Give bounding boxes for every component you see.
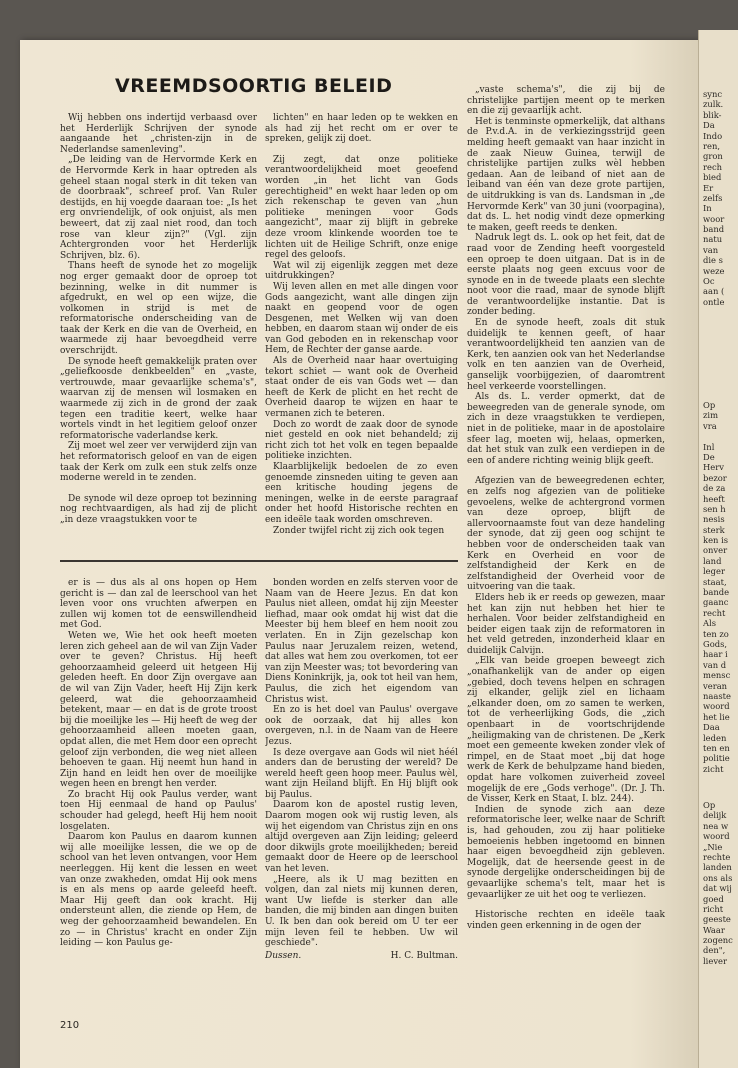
fragment-line: van d (703, 659, 727, 670)
fragment-line: leger (703, 566, 725, 577)
fragment-line: Da (703, 120, 715, 131)
fragment-line: bied (703, 172, 722, 183)
fragment-line: veran (703, 680, 728, 691)
fragment-line: „Nie (703, 841, 723, 852)
fragment-line: leden (703, 732, 727, 743)
fragment-line: geeste (703, 914, 731, 925)
column-right (467, 85, 665, 1001)
fragment-line: sterk (703, 524, 725, 535)
paragraph: „Elk van beide groepen beweegt zich „onafhankelijk van de ander op eigen „gebied, doch tevens helpen en schragen zij elkander, gelijk ziel en lichaam „elkander doen, om zo samen te werken, tot de verheerlijking Gods, die „zich openbaart in de voortschrijdende „heiligmaking van de christenen. De „Kerk moet een gemeente kweken zonder vlek of rimpel, en de Staat moet „bij dat hoge werk de Kerk de behulpzame hand bieden, opdat hare volkomen zuiverheid zoveel mogelijk de ere „Gods verhoge". (Dr. J. Th. de Visser, Kerk en Staat, I. blz. 244). (467, 656, 665, 805)
fragment-line: naaste (703, 690, 731, 701)
fragment-line: land (703, 555, 722, 566)
fragment-line: bezor (703, 472, 727, 483)
paragraph: „vaste schema's", die zij bij de christelijke partijen meent op te merken en die zij gevaarlijk acht. (467, 85, 665, 117)
fragment-line: zim (703, 410, 719, 421)
fragment-line: Oc (703, 276, 715, 287)
fragment-line: staat, (703, 576, 727, 587)
fragment-line: blik- (703, 109, 722, 120)
column-top-middle (265, 113, 458, 553)
fragment-line: woord (703, 701, 730, 712)
paragraph: Zo bracht Hij ook Paulus verder, want toen Hij eenmaal de hand op Paulus' schouder had gelegd, heeft Hij hem nooit losgelaten. (60, 789, 257, 832)
fragment-line: natu (703, 234, 723, 245)
fragment-line: aan ( (703, 286, 725, 297)
paragraph: bonden worden en zelfs sterven voor de Naam van de Heere Jezus. En dat kon Paulus niet alleen, omdat hij zijn Meester liefhad, maar ook omdat hij wist dat die Meester bij hem bleef en hem nooit zou verlaten. En in Zijn gezelschap kon Paulus naar Jeruzalem reizen, wetend, dat alles wat hem zou overkomen, tot eer van zijn Meester was; tot bevordering van Diens Koninkrijk, ja, ook tot heil van hem, Paulus, die zich het eigendom van Christus wist. (265, 578, 458, 705)
fragment-line: ten zo (703, 628, 729, 639)
fragment-line: onver (703, 545, 728, 556)
fragment-line: die s (703, 255, 723, 266)
signature-place: Dussen. (265, 950, 302, 961)
fragment-line: goed (703, 893, 724, 904)
fragment-line: delijk (703, 810, 727, 821)
paragraph: Elders heb ik er reeds op gewezen, maar het kan zijn nut hebben het hier te herhalen. Voor beider zelfstandigheid en beider eigen taak zijn de reformatoren in het veld getreden, inzonderheid klaar en duidelijk Calvijn. (467, 592, 665, 656)
fragment-line: bande (703, 587, 730, 598)
fragment-line: gron (703, 151, 723, 162)
fragment-line: woor (703, 213, 725, 224)
fragment-line: In (703, 203, 712, 214)
signature-name: H. C. Bultman. (390, 950, 458, 961)
fragment-line: weze (703, 265, 725, 276)
fragment-line: zelfs (703, 192, 723, 203)
fragment-line: ken is (703, 535, 729, 546)
fragment-line: politie (703, 753, 730, 764)
fragment-line: ontle (703, 296, 725, 307)
paragraph: „De leiding van de Hervormde Kerk en de Hervormde Kerk in haar optreden als geheel staan nogal sterk in dit teken van de doorbraak", schreef prof. Van Ruler destijds, en hij voegde daaraan toe: „Is het erg onvriendelijk, of ook onjuist, als men beweert, dat zij zaal niet rood, dan toch rose van kleur zijn?" (Vgl. zijn Achtergronden voor het Herderlijk Schrijven, blz. 6). (60, 155, 257, 261)
fragment-line: dat wij (703, 883, 732, 894)
fragment-line: heeft (703, 493, 725, 504)
fragment-line: liever (703, 955, 728, 966)
fragment-line: band (703, 224, 725, 235)
fragment-line: Als (703, 618, 717, 629)
paragraph: Klaarblijkelijk bedoelen de zo even genoemde zinsneden uiting te geven aan een kritische houding jegens de meningen, welke in de eerste paragraaf onder het hoofd Historische rechten en een ideële taak worden omschreven. (265, 462, 458, 525)
paragraph: Wij leven allen en met alle dingen voor Gods aangezicht, want alle dingen zijn naakt en geopend voor de ogen Desgenen, met Welken wij van doen hebben, en daarom staan wij onder de eis van God geboden en in rekenschap voor Hem, de Rechter der ganse aarde. (265, 281, 458, 356)
paragraph: Historische rechten en ideële taak vinden geen erkenning in de ogen der (467, 910, 665, 931)
fragment-line: mensc (703, 670, 731, 681)
section-divider-line (60, 560, 458, 562)
column-top-left (60, 113, 257, 553)
fragment-line: richt (703, 903, 724, 914)
fragment-line: sync (703, 89, 723, 99)
next-page-fragment-top (703, 89, 737, 307)
paragraph: er is — dus als al ons hopen op Hem gericht is — dan zal de leerschool van het leven voor ons vruchten afwerpen en zullen wij komen tot de eenswillendheid met God. (60, 578, 257, 631)
paragraph: Weten we, Wie het ook heeft moeten leren zich geheel aan de wil van Zijn Vader over te geven? Christus. Hij heeft gehoorzaamheid geleerd uit hetgeen Hij geleden heeft. En door Zijn overgave aan de wil van Zijn Vader, heeft Hij Zijn kerk geleerd, wat die gehoorzaamheid betekent, maar — en dat is de grote troost bij die moeilijke les — Hij heeft de weg der gehoorzaamheid alleen moeten gaan, opdat allen, die met Hem door een oprecht geloof zijn verbonden, die weg niet alleen behoeven te gaan. Hij neemt hun hand in Zijn hand en leidt hen over de moeilijke wegen heen en brengt hen verder. (60, 630, 257, 790)
fragment-line: Indo (703, 130, 723, 141)
paragraph: Thans heeft de synode het zo mogelijk nog erger gemaakt door de oproep tot bezinning, welke in dit nummer is afgedrukt, en wel op een wijze, die volkomen in strijd is met de reformatorische onderscheiding van de taak der Kerk en die van de Overheid, en waarmede zij haar bevoegdheid verre overschrijdt. (60, 261, 257, 357)
fragment-line: Herv (703, 462, 724, 473)
paragraph: Daarom kon Paulus en daarom kunnen wij alle moeilijke lessen, die we op de school van het leven ontvangen, voor Hem neerleggen. Hij kent die lessen en weet van onze zwakheden, omdat Hij ook mens is en als mens op aarde geleefd heeft. Maar Hij geeft dan ook kracht. Hij ondersteunt allen, die ziende op Hem, de weg der gehoorzaamheid bewandelen. En zo — in Christus' kracht en onder Zijn leiding — kon Paulus ge- (60, 832, 257, 949)
fragment-line: haar i (703, 649, 728, 660)
paragraph: Zij zegt, dat onze politieke verantwoordelijkheid moet geoefend worden „in het licht van Gods gerechtigheid" en wekt haar leden op om zich rekenschap te geven van „hun politieke meningen voor Gods aangezicht", maar zij blijft in gebreke deze vroom klinkende woorden toe te lichten uit de Heilige Schrift, onze enige regel des geloofs. (265, 154, 458, 261)
fragment-line: Er (703, 182, 714, 193)
fragment-line: De (703, 451, 715, 462)
paragraph: Zonder twijfel richt zij zich ook tegen (273, 525, 445, 536)
fragment-line: rech (703, 161, 723, 172)
author-signature (265, 951, 458, 962)
paragraph: Wij hebben ons indertijd verbaasd over het Herderlijk Schrijven der synode aangaande het „christen-zijn in de Nederlandse samenleving". (60, 113, 257, 155)
paragraph: De synode wil deze oproep tot bezinning nog rechtvaardigen, als had zij de plicht „in deze vraagstukken voor te (60, 493, 257, 525)
fragment-line: rechte (703, 851, 731, 862)
fragment-line: zogenc (703, 935, 733, 946)
paragraph: Als ds. L. verder opmerkt, dat de beweegreden van de generale synode, om zich in deze vraagstukken te verdiepen, niet in de politieke, maar in de apostolaire sfeer lag, moeten wij, helaas, opmerken, dat het stuk van zulk een verdiepen in de een of andere richting weinig blijk geeft. (467, 392, 665, 466)
column-bottom-left (60, 578, 257, 993)
fragment-line: vra (703, 420, 717, 431)
paragraph: Afgezien van de beweegredenen echter, en zelfs nog afgezien van de politieke gevoelens, welke de achtergrond vormen van deze oproep, blijft de allervoornaamste fout van deze handeling der synode, dat zij geen oog schijnt te hebben voor de onderscheiden taak van Kerk en Overheid en voor de zelfstandigheid der Kerk en de zelfstandigheid der Overheid voor de uitvoering van die taak. (467, 476, 665, 593)
next-page-fragment-middle (703, 400, 737, 774)
fragment-line: Daa (703, 722, 720, 733)
fragment-line: de za (703, 483, 726, 494)
fragment-line: van (703, 244, 719, 255)
page-number: 210 (60, 1020, 80, 1031)
fragment-line: zulk. (703, 99, 724, 110)
fragment-line: Op (703, 800, 716, 810)
paragraph: Is deze overgave aan Gods wil niet héél anders dan de berusting der wereld? De wereld heeft geen hoop meer. Paulus wèl, want zijn Heiland blijft. En Hij blijft ook bij Paulus. (265, 747, 458, 800)
fragment-line: nea w (703, 820, 729, 831)
paragraph: En de synode heeft, zoals dit stuk duidelijk te kennen geeft, of haar verantwoordelijkheid ten aanzien van de Kerk, ten aanzien ook van het Nederlandse volk en ten aanzien van de Overheid, ganselijk voorbijgezien, of daaromtrent heel verkeerde voorstellingen. (467, 318, 665, 392)
paragraph: Het is tenminste opmerkelijk, dat althans de P.v.d.A. in de verkiezingsstrijd geen melding heeft gemaakt van haar inzicht in de zaak Nieuw Guinea, terwijl de christelijke partijen zulks wèl hebben gedaan. Aan de leiband of niet aan de leiband van één van deze grote partijen, de uitdrukking is van ds. Landsman in „de Hervormde Kerk" van 30 juni (voorpagina), dat ds. L. het nodig vindt deze opmerking te maken, geeft reeds te denken. (467, 116, 665, 233)
paragraph: lichten" en haar leden op te wekken en als had zij het recht om er over te spreken, gelijk zij doet. (265, 113, 458, 145)
fragment-line: ons als (703, 872, 733, 883)
paragraph: Nadruk legt ds. L. ook op het feit, dat de raad voor de Zending heeft voorgesteld een oproep te doen uitgaan. Dat is in de eerste plaats nog geen excuus voor de synode en in de tweede plaats een slechte noot voor die raad, maar de synode blijft de verantwoordelijke instantie. Dat is zonder beding. (467, 233, 665, 318)
paragraph: De synode heeft gemakkelijk praten over „geliefkoosde denkbeelden" en „vaste, vertrouwde, maar gevaarlijke schema's", waarvan zij de mensen wil losmaken en waarmede zij zich in de grond der zaak tegen een traditie keert, welke haar wortels vindt in het legitiem geloof onzer reformatorische vaderlandse kerk. (60, 356, 257, 441)
fragment-line: het lie (703, 711, 730, 722)
fragment-line: gaanc (703, 597, 729, 608)
article-title: VREEMDSOORTIG BELEID (115, 75, 393, 97)
fragment-line: woord (703, 831, 730, 842)
fragment-line: sen h (703, 503, 726, 514)
paragraph: „Heere, als ik U mag bezitten en volgen, dan zal niets mij kunnen deren, want Uw liefde is sterker dan alle banden, die mij binden aan dingen buiten U. Ik ben dan ook bereid om U ter eer mijn leven feil te hebben. Uw wil geschiede". (265, 874, 458, 949)
fragment-line: ren, (703, 140, 721, 151)
paragraph: Doch zo wordt de zaak door de synode niet gesteld en ook niet behandeld; zij richt zich tot het volk en tegen bepaalde politieke inzichten. (265, 419, 458, 462)
fragment-line: Gods, (703, 638, 728, 649)
paragraph: Als de Overheid naar haar overtuiging tekort schiet — want ook de Overheid staat onder de eis van Gods wet — dan heeft de Kerk de plicht en het recht de Overheid daarop te wijzen en haar te vermanen zich te beteren. (265, 356, 458, 420)
paragraph: Indien de synode zich aan deze reformatorische leer, welke naar de Schrift is, had gehouden, zou zij haar politieke bemoeienis hebben ingetoomd en binnen haar eigen bevoegdheid zijn gebleven. Mogelijk, dat de heersende geest in de synode dergelijke onderscheidingen bij de gevaarlijke schema's telt, maar het is gevaarlijker ze uit het oog te verliezen. (467, 804, 665, 900)
next-page-fragment-bottom (703, 800, 737, 966)
fragment-line: ten en (703, 742, 730, 753)
fragment-line: Op (703, 400, 716, 410)
fragment-line: landen (703, 862, 732, 873)
paragraph: Wat wil zij eigenlijk zeggen met deze uitdrukkingen? (265, 260, 458, 282)
fragment-line: nesis (703, 514, 725, 525)
paragraph: Zij moet wel zeer ver verwijderd zijn van het reformatorisch geloof en van de eigen taak der Kerk om zulk een stuk zelfs onze moderne wereld in te zenden. (60, 441, 257, 484)
paragraph: Daarom kon de apostel rustig leven, Daarom mogen ook wij rustig leven, als wij het eigendom van Christus zijn en ons altijd overgeven aan Zijn leiding; geleerd door dikwijls grote moeilijkheden; bereid gemaakt door de Heere op de leerschool van het leven. (265, 800, 458, 875)
fragment-line: Inl (703, 441, 715, 452)
fragment-line (703, 431, 737, 441)
fragment-line: den", (703, 945, 726, 956)
fragment-line: Waar (703, 924, 725, 935)
column-bottom-middle (265, 578, 458, 993)
fragment-line: zicht (703, 763, 724, 774)
fragment-line: recht (703, 607, 726, 618)
paragraph: En zo is het doel van Paulus' overgave ook de oorzaak, dat hij alles kon overgeven, n.l. in de Naam van de Heere Jezus. (265, 705, 458, 747)
